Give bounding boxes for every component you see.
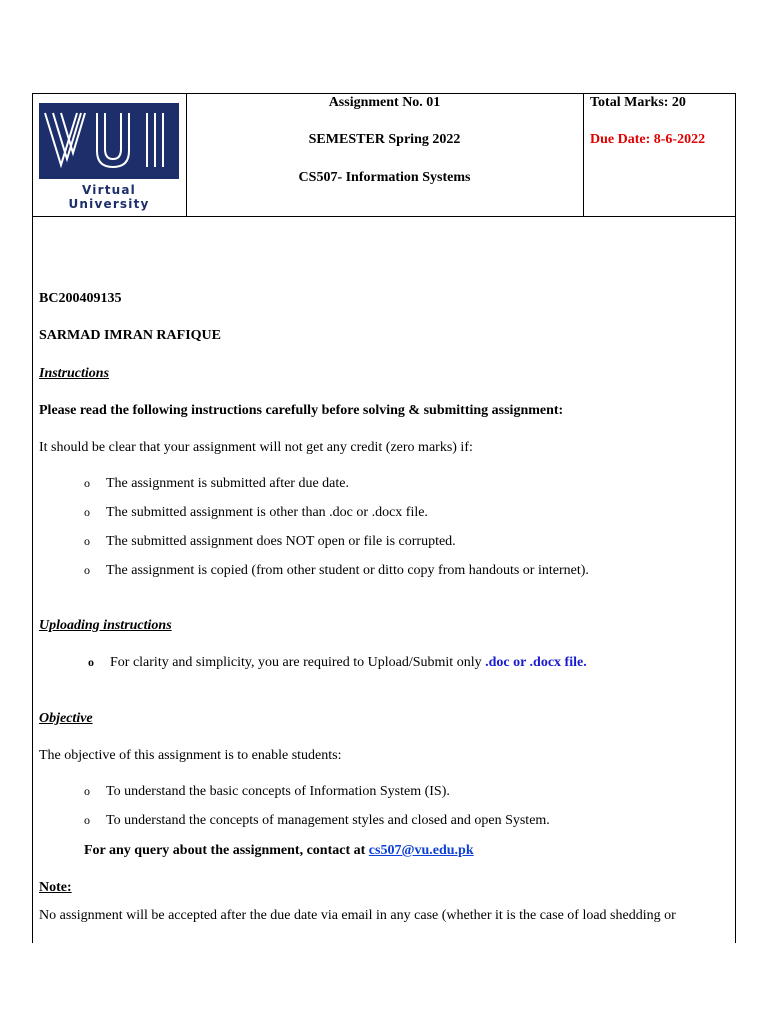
contact-text: For any query about the assignment, contact at: [84, 843, 369, 858]
bullet-icon: o: [84, 563, 90, 577]
title-cell: [186, 94, 584, 216]
logo-caption: Virtual University: [68, 183, 150, 211]
list-item: [84, 563, 589, 579]
semester: SEMESTER Spring 2022: [308, 132, 461, 147]
contact-line: [84, 843, 474, 859]
student-name: SARMAD IMRAN RAFIQUE: [39, 328, 221, 343]
list-item: [84, 813, 550, 829]
list-item-text: The submitted assignment does NOT open or file is corrupted.: [106, 534, 456, 549]
list-item: [88, 655, 587, 671]
list-item-text: The assignment is submitted after due date.: [106, 476, 349, 491]
objective-intro: The objective of this assignment is to enable students:: [39, 748, 342, 763]
uploading-heading: Uploading instructions: [39, 618, 172, 633]
list-item-text: To understand the concepts of management styles and closed and open System.: [106, 813, 550, 828]
objective-heading: Objective: [39, 711, 93, 726]
total-marks: Total Marks: 20: [590, 95, 686, 110]
list-item-text: The submitted assignment is other than .doc or .docx file.: [106, 505, 428, 520]
vu-logo-icon: [39, 103, 179, 179]
instructions-lead: Please read the following instructions carefully before solving & submitting assignment:: [39, 403, 564, 418]
assignment-number: Assignment No. 01: [328, 95, 441, 110]
instructions-heading: Instructions: [39, 366, 110, 381]
instructions-intro: It should be clear that your assignment will not get any credit (zero marks) if:: [39, 440, 473, 455]
uploading-text: For clarity and simplicity, you are required to Upload/Submit only: [110, 655, 486, 670]
bullet-icon: o: [84, 813, 90, 827]
vu-logo-mark: [39, 103, 179, 179]
contact-email-link[interactable]: cs507@vu.edu.pk: [368, 843, 474, 858]
bullet-icon: o: [84, 784, 90, 798]
list-item: [84, 505, 428, 521]
file-type-highlight: .doc or .docx file.: [485, 655, 587, 670]
list-item: [84, 476, 349, 492]
course-title: CS507- Information Systems: [298, 170, 471, 185]
marks-cell: [583, 94, 735, 216]
bullet-icon: o: [84, 505, 90, 519]
bullet-icon: o: [88, 655, 94, 669]
list-item: [84, 534, 456, 550]
vu-logo: [39, 103, 179, 211]
header-table: [33, 94, 735, 217]
list-item: [84, 784, 450, 800]
list-item-text: To understand the basic concepts of Information System (IS).: [106, 784, 450, 799]
note-text: No assignment will be accepted after the due date via email in any case (whether it is the case of load shedding or: [39, 908, 676, 923]
bullet-icon: o: [84, 534, 90, 548]
logo-cell: [33, 94, 187, 216]
bullet-icon: o: [84, 476, 90, 490]
due-date: Due Date: 8-6-2022: [590, 132, 706, 147]
list-item-text: The assignment is copied (from other student or ditto copy from handouts or internet).: [106, 563, 589, 578]
note-heading: Note:: [39, 880, 72, 895]
student-id: BC200409135: [39, 291, 122, 306]
